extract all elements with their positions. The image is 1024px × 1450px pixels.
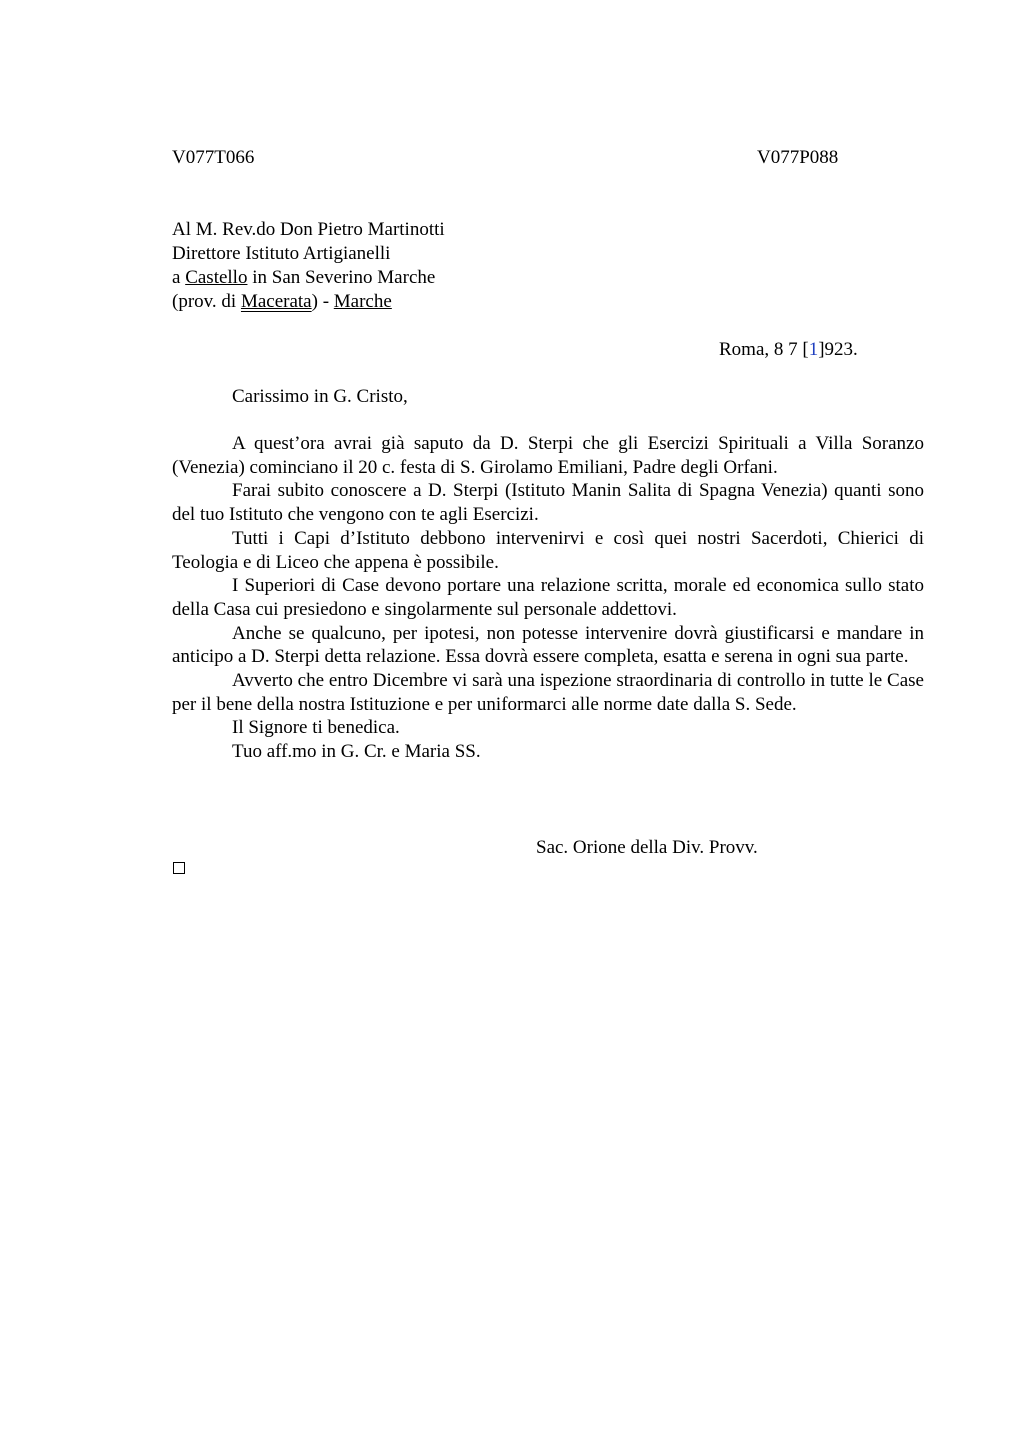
address-place: Castello (185, 267, 248, 288)
body-paragraph: Anche se qualcuno, per ipotesi, non potesse intervenire dovrà giustificarsi e mandare in anticipo a D. Sterpi detta relazione. Essa dovrà essere completa, esatta e serena in ogni sua parte. (172, 622, 924, 668)
salutation: Carissimo in G. Cristo, (232, 386, 408, 407)
closing-blessing: Il Signore ti benedica. (232, 717, 400, 739)
date-bracket-digit: 1 (808, 339, 819, 360)
address-line-4 (172, 290, 392, 314)
closing-valediction: Tuo aff.mo in G. Cr. e Maria SS. (232, 741, 481, 763)
address-line-2: Direttore Istituto Artigianelli (172, 243, 391, 264)
code-left: V077T066 (172, 147, 255, 168)
signature: Sac. Orione della Div. Provv. (536, 837, 758, 858)
body-paragraph: Avverto che entro Dicembre vi sarà una ispezione straordinaria di controllo in tutte le Case per il bene della nostra Istituzione e per uniformarci alle norme date dalla S. Sede. (172, 670, 924, 715)
body-paragraph: I Superiori di Case devono portare una relazione scritta, morale ed economica sullo stato della Casa cui presiedono e singolarmente sul personale addettovi. (172, 575, 924, 620)
address-line-4-prefix: (prov. di (172, 291, 241, 312)
body-paragraph: A quest’ora avrai già saputo da D. Sterpi che gli Esercizi Spirituali a Villa Soranzo (Venezia) cominciano il 20 c. festa di S. Girolamo Emiliani, Padre degli Orfani. (172, 433, 924, 478)
address-line-3-suffix: in San Severino Marche (247, 267, 436, 288)
address-line-1: Al M. Rev.do Don Pietro Martinotti (172, 219, 445, 240)
letter-date (719, 338, 858, 362)
date-suffix: ]923. (818, 339, 858, 360)
checkbox-square-icon (173, 862, 185, 874)
address-line-4-mid: ) - (311, 291, 334, 312)
address-region: Marche (333, 291, 392, 312)
address-province: Macerata (240, 291, 312, 312)
address-line-3 (172, 266, 435, 290)
date-prefix: Roma, 8 7 [ (719, 339, 809, 360)
letter-body (172, 432, 924, 764)
address-line-3-prefix: a (172, 267, 186, 288)
body-paragraph: Farai subito conoscere a D. Sterpi (Istituto Manin Salita di Spagna Venezia) quanti sono del tuo Istituto che vengono con te agli Esercizi. (172, 480, 924, 526)
code-right: V077P088 (757, 147, 839, 168)
body-paragraph: Tutti i Capi d’Istituto debbono intervenirvi e così quei nostri Sacerdoti, Chierici di Teologia e di Liceo che appena è possibile. (172, 527, 924, 573)
